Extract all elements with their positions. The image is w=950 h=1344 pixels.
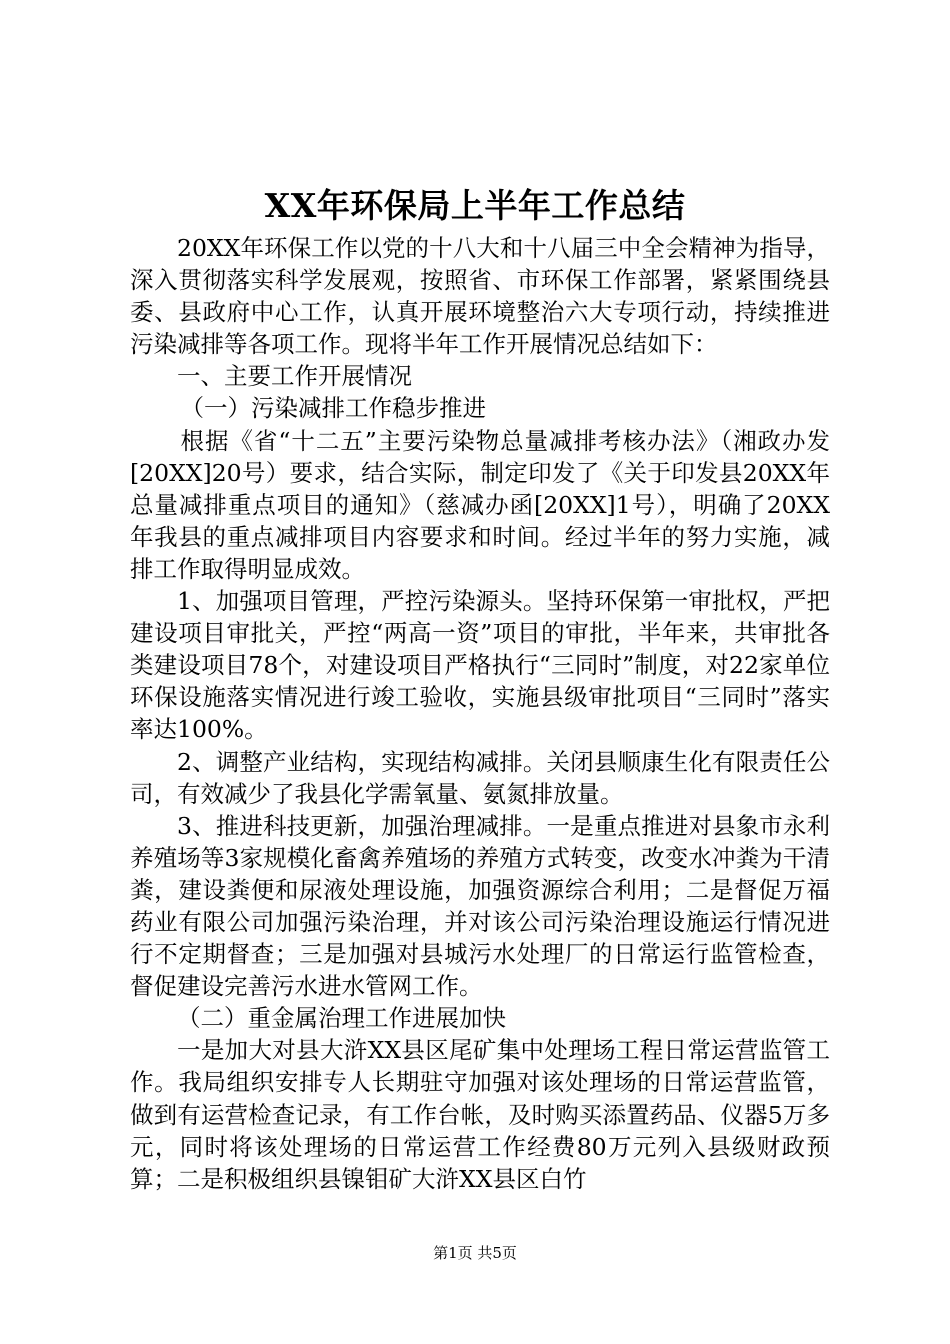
- paragraph-emission-basis: 根据《省“十二五”主要污染物总量减排考核办法》（湘政办发[20XX]20号）要求，结合实际，制定印发了《关于印发县20XX年总量减排重点项目的通知》（慈减办函[20XX]1号），明确了20XX年我县的重点减排项目内容要求和时间。经过半年的努力实施，减排工作取得明显成效。: [130, 426, 830, 583]
- document-body: [130, 232, 830, 1195]
- paragraph-heavy-metal: 一是加大对县大浒XX县区尾矿集中处理场工程日常运营监管工作。我局组织安排专人长期驻守加强对该处理场的日常运营监管，做到有运营检查记录，有工作台帐，及时购买添置药品、仪器5万多元，同时将该处理场的日常运营工作经费80万元列入县级财政预算；二是积极组织县镍钼矿大浒XX县区白竹: [130, 1036, 830, 1193]
- paragraph-item-2: 2、调整产业结构，实现结构减排。关闭县顺康生化有限责任公司，有效减少了我县化学需氧量、氨氮排放量。: [130, 747, 830, 808]
- paragraph-item-3: 3、推进科技更新，加强治理减排。一是重点推进对县象市永利养殖场等3家规模化畜禽养殖场的养殖方式转变，改变水冲粪为干清粪，建设粪便和尿液处理设施，加强资源综合利用；二是督促万福药业有限公司加强污染治理，并对该公司污染治理设施运行情况进行不定期督查；三是加强对县城污水处理厂的日常运行监管检查，督促建设完善污水进水管网工作。: [130, 811, 830, 1001]
- paragraph-item-1: 1、加强项目管理，严控污染源头。坚持环保第一审批权，严把建设项目审批关，严控“两高一资”项目的审批，半年来，共审批各类建设项目78个，对建设项目严格执行“三同时”制度，对22家单位环保设施落实情况进行竣工验收，实施县级审批项目“三同时”落实率达100%。: [130, 587, 830, 744]
- document-title: XX年环保局上半年工作总结: [264, 186, 686, 225]
- subsection-heading-heavy-metal: （二）重金属治理工作进展加快: [177, 1004, 506, 1033]
- intro-paragraph: 20XX年环保工作以党的十八大和十八届三中全会精神为指导，深入贯彻落实科学发展观，按照省、市环保工作部署，紧紧围绕县委、县政府中心工作，认真开展环境整治六大专项行动，持续推进污染减排等各项工作。现将半年工作开展情况总结如下：: [130, 234, 830, 359]
- page-number-footer: 第1页 共5页: [433, 1244, 517, 1262]
- section-heading-main-work: 一、主要工作开展情况: [177, 362, 412, 391]
- subsection-heading-emission-reduction: （一）污染减排工作稳步推进: [180, 394, 487, 423]
